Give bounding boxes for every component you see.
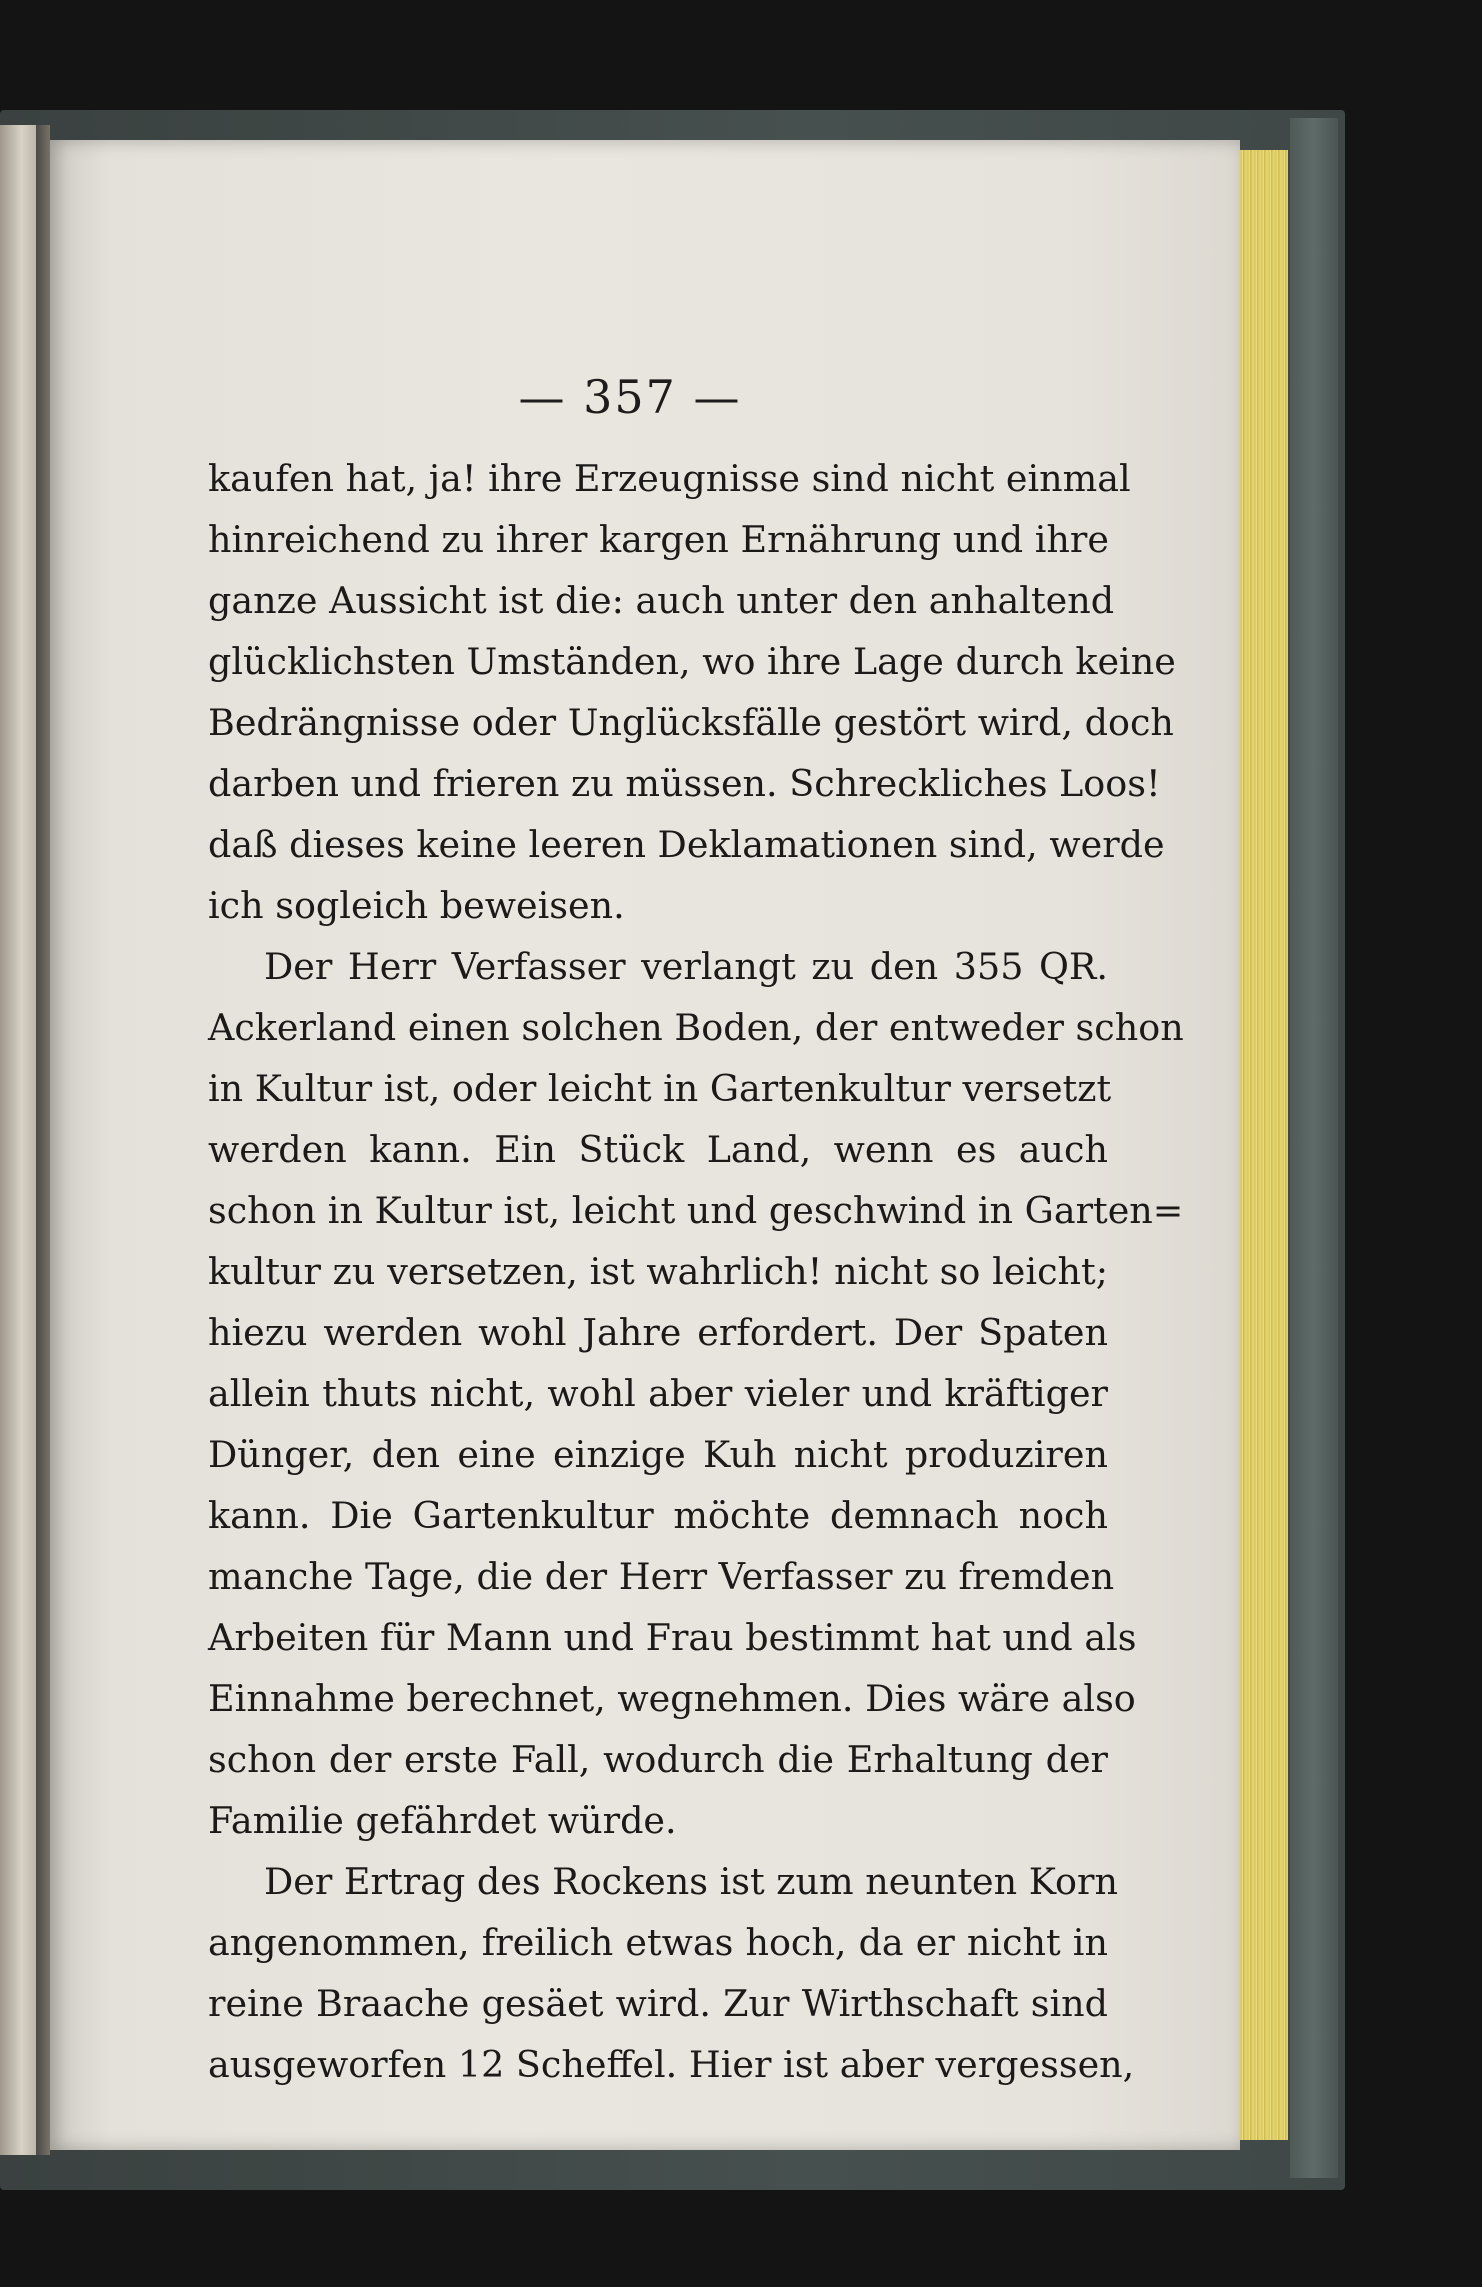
text-line: daß dieses keine leeren Deklamationen sind, werde [208,823,1165,866]
paragraph [208,448,1176,936]
paragraph [208,1851,1135,2095]
paragraph [208,936,1184,1851]
book-page [50,140,1240,2150]
text-line: Einnahme berechnet, wegnehmen. Dies wäre also [208,1677,1136,1720]
text-line: kann. Die Gartenkultur möchte demnach noch [208,1494,1108,1537]
text-line: hinreichend zu ihrer kargen Ernährung und ihre [208,518,1109,561]
text-line: Der Herr Verfasser verlangt zu den 355 QR. [264,945,1108,988]
text-line: angenommen, freilich etwas hoch, da er nicht in [208,1921,1108,1964]
text-line: ausgeworfen 12 Scheffel. Hier ist aber vergessen, [208,2043,1135,2086]
text-line: Dünger, den eine einzige Kuh nicht produziren [208,1433,1108,1476]
text-line: ich sogleich beweisen. [208,884,625,927]
text-line: Ackerland einen solchen Boden, der entweder schon [208,1006,1184,1049]
text-line: Bedrängnisse oder Unglücksfälle gestört wird, doch [208,701,1174,744]
text-line: schon der erste Fall, wodurch die Erhaltung der [208,1738,1108,1781]
text-line: schon in Kultur ist, leicht und geschwind in Garten= [208,1189,1184,1232]
page-text [208,448,1184,2095]
gilded-page-edges [1236,150,1288,2140]
text-line: Familie gefährdet würde. [208,1799,677,1842]
text-line: reine Braache gesäet wird. Zur Wirthschaft sind [208,1982,1108,2025]
text-line: darben und frieren zu müssen. Schreckliches Loos! [208,762,1161,805]
text-line: Arbeiten für Mann und Frau bestimmt hat und als [208,1616,1137,1659]
book-cover-edge [1290,118,1338,2178]
text-line: Der Ertrag des Rockens ist zum neunten Korn [264,1860,1118,1903]
text-line: kaufen hat, ja! ihre Erzeugnisse sind nicht einmal [208,457,1131,500]
text-line: in Kultur ist, oder leicht in Gartenkultur versetzt [208,1067,1112,1110]
book-gutter [36,125,50,2155]
text-line: werden kann. Ein Stück Land, wenn es auch [208,1128,1108,1171]
text-line: manche Tage, die der Herr Verfasser zu fremden [208,1555,1115,1598]
text-line: allein thuts nicht, wohl aber vieler und kräftiger [208,1372,1108,1415]
text-line: glücklichsten Umständen, wo ihre Lage durch keine [208,640,1176,683]
text-line: hiezu werden wohl Jahre erfordert. Der Spaten [208,1311,1108,1354]
text-line: ganze Aussicht ist die: auch unter den anhaltend [208,579,1115,622]
page-number: — 357 — [518,370,742,424]
text-line: kultur zu versetzen, ist wahrlich! nicht so leicht; [208,1250,1108,1293]
previous-page-edge [0,125,36,2155]
